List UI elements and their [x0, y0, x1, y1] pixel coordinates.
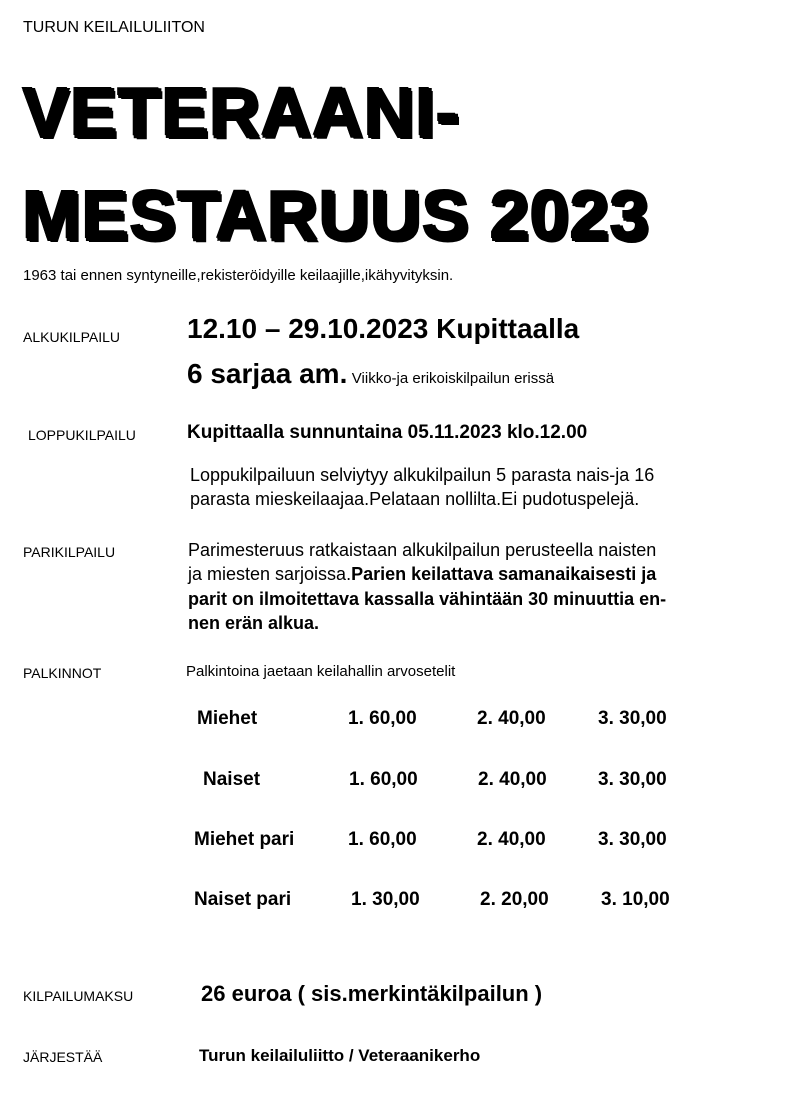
loppukilpailu-desc-line-2: parasta mieskeilaajaa.Pelataan nollilta.Ei pudotuspelejä.: [190, 489, 640, 509]
jarjestaa-label: JÄRJESTÄÄ: [23, 1049, 103, 1065]
jarjestaa-value: Turun keilailuliitto / Veteraanikerho: [199, 1046, 481, 1065]
prize-first: 1. 60,00: [348, 708, 417, 729]
prize-category: Miehet pari: [194, 829, 295, 850]
parikilpailu-line-2: [188, 564, 656, 585]
palkinnot-label: PALKINNOT: [23, 665, 102, 681]
alkukilpailu-label: ALKUKILPAILU: [23, 329, 121, 345]
loppukilpailu-when: Kupittaalla sunnuntaina 05.11.2023 klo.12.00: [187, 422, 588, 443]
series-note: Viikko-ja erikoiskilpailun erissä: [351, 370, 555, 387]
palkinnot-intro: Palkintoina jaetaan keilahallin arvosetelit: [186, 663, 456, 680]
prize-category: Naiset: [203, 769, 261, 790]
prize-second: 2. 40,00: [477, 829, 546, 850]
parikilpailu-line-4: nen erän alkua.: [188, 613, 320, 633]
prize-second: 2. 40,00: [477, 708, 546, 729]
title-line-2: MESTARUUS 2023: [22, 176, 650, 254]
prize-first: 1. 60,00: [348, 829, 417, 850]
alkukilpailu-dates: 12.10 – 29.10.2023 Kupittaalla: [187, 313, 580, 344]
loppukilpailu-label: LOPPUKILPAILU: [28, 427, 136, 443]
organization-name: TURUN KEILAILULIITON: [23, 19, 205, 36]
parikilpailu-line-3: parit on ilmoitettava kassalla vähintään 30 minuuttia en-: [188, 589, 667, 609]
prize-second: 2. 20,00: [480, 889, 549, 910]
parikilpailu-line-1: Parimesteruus ratkaistaan alkukilpailun perusteella naisten: [188, 540, 657, 560]
prize-third: 3. 10,00: [601, 889, 670, 910]
title-line-1: VETERAANI-: [22, 73, 460, 151]
eligibility-subtitle: 1963 tai ennen syntyneille,rekisteröidyille keilaajille,ikähyvityksin.: [23, 267, 454, 284]
prize-first: 1. 60,00: [349, 769, 418, 790]
prize-category: Miehet: [197, 708, 258, 729]
series-count: 6 sarjaa am.: [187, 358, 348, 389]
prize-second: 2. 40,00: [478, 769, 547, 790]
prize-third: 3. 30,00: [598, 829, 667, 850]
alkukilpailu-series: [187, 358, 554, 390]
prize-third: 3. 30,00: [598, 708, 667, 729]
kilpailumaksu-label: KILPAILUMAKSU: [23, 988, 134, 1004]
parikilpailu-line-2-bold: Parien keilattava samanaikaisesti ja: [351, 564, 657, 584]
loppukilpailu-desc-line-1: Loppukilpailuun selviytyy alkukilpailun 5 parasta nais-ja 16: [190, 465, 655, 485]
kilpailumaksu-value: 26 euroa ( sis.merkintäkilpailun ): [201, 981, 543, 1006]
prize-first: 1. 30,00: [351, 889, 420, 910]
parikilpailu-label: PARIKILPAILU: [23, 544, 116, 560]
prize-third: 3. 30,00: [598, 769, 667, 790]
parikilpailu-line-2-normal: ja miesten sarjoissa.: [188, 564, 352, 584]
prize-category: Naiset pari: [194, 889, 292, 910]
